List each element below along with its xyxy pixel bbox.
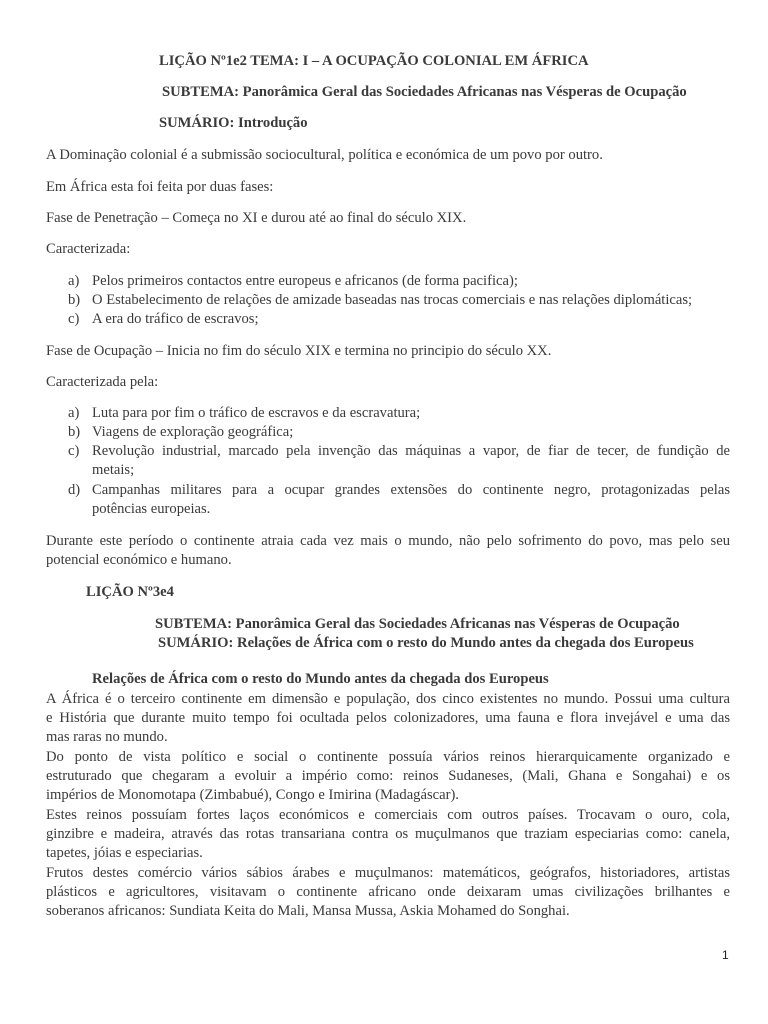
list-item: A era do tráfico de escravos;	[92, 311, 259, 327]
list-marker: a)	[68, 405, 80, 421]
list-item: Luta para por fim o tráfico de escravos e da escravatura;	[92, 405, 421, 421]
paragraph-caracterizada: Caracterizada:	[46, 241, 131, 257]
paragraph-ocupacao: Fase de Ocupação – Inicia no fim do século XIX e termina no principio do século XX.	[46, 343, 552, 359]
paragraph-fases: Em África esta foi feita por duas fases:	[46, 179, 274, 195]
paragraph-ponto-line: impérios de Monomotapa (Zimbabué), Congo e Imirina (Madagáscar).	[46, 787, 459, 803]
paragraph-reinos-line: ginzibre e madeira, através das rotas transariana contra os muçulmanos que traziam especiarias como: canela,	[46, 826, 730, 842]
list-item-line: potências europeias.	[92, 501, 211, 517]
paragraph-africa-line: A África é o terceiro continente em dimensão e população, dos cinco existentes no mundo. Possui uma cultura	[46, 691, 730, 707]
lesson-header-1: LIÇÃO Nº1e2 TEMA: I – A OCUPAÇÃO COLONIAL EM ÁFRICA	[159, 53, 589, 69]
paragraph-dominacao: A Dominação colonial é a submissão sociocultural, política e económica de um povo por outro.	[46, 147, 603, 163]
list-item-line: Revolução industrial, marcado pela invenção das máquinas a vapor, de fiar de tecer, de fundição de	[92, 443, 730, 459]
paragraph-ponto-line: estruturado que chegaram a evoluir a império como: reinos Sudaneses, (Mali, Ghana e Songahai) e os	[46, 768, 730, 784]
lesson-header-2: LIÇÃO Nº3e4	[86, 584, 174, 600]
paragraph-durante-line: potencial económico e humano.	[46, 552, 232, 568]
list-item: Viagens de exploração geográfica;	[92, 424, 294, 440]
list-marker: a)	[68, 273, 80, 289]
paragraph-reinos-line: tapetes, jóias e especiarias.	[46, 845, 203, 861]
paragraph-penetracao: Fase de Penetração – Começa no XI e durou até ao final do século XIX.	[46, 210, 467, 226]
paragraph-africa-line: mas raras no mundo.	[46, 729, 168, 745]
list-marker: b)	[68, 424, 81, 440]
sumario-2: SUMÁRIO: Relações de África com o resto do Mundo antes da chegada dos Europeus	[158, 635, 694, 651]
subtema-2: SUBTEMA: Panorâmica Geral das Sociedades Africanas nas Vésperas de Ocupação	[155, 616, 680, 632]
paragraph-africa-line: e História que durante muito tempo foi ocultada pelos colonizadores, uma fauna e flora invejável e uma das	[46, 710, 730, 726]
list-item-line: Campanhas militares para a ocupar grandes extensões do continente negro, protagonizadas pelas	[92, 482, 730, 498]
subtema-1: SUBTEMA: Panorâmica Geral das Sociedades Africanas nas Vésperas de Ocupação	[162, 84, 687, 100]
paragraph-frutos-line: Frutos destes comércio vários sábios árabes e muçulmanos: matemáticos, geógrafos, historiadores, artistas	[46, 865, 730, 881]
section-title: Relações de África com o resto do Mundo antes da chegada dos Europeus	[92, 671, 549, 687]
paragraph-caracterizada-pela: Caracterizada pela:	[46, 374, 159, 390]
list-item: Pelos primeiros contactos entre europeus e africanos (de forma pacifica);	[92, 273, 518, 289]
list-item-line: metais;	[92, 462, 135, 478]
sumario-1: SUMÁRIO: Introdução	[159, 115, 308, 131]
paragraph-reinos-line: Estes reinos possuíam fortes laços económicos e comerciais com outros países. Trocavam o ouro, cola,	[46, 807, 730, 823]
list-marker: d)	[68, 482, 81, 498]
list-marker: c)	[68, 443, 80, 459]
list-marker: c)	[68, 311, 80, 327]
paragraph-durante-line: Durante este período o continente atraia cada vez mais o mundo, não pelo sofrimento do povo, mas pelo seu	[46, 533, 730, 549]
paragraph-ponto-line: Do ponto de vista político e social o continente possuía vários reinos hierarquicamente organizado e	[46, 749, 730, 765]
list-marker: b)	[68, 292, 81, 308]
paragraph-frutos-line: soberanos africanos: Sundiata Keita do Mali, Mansa Mussa, Askia Mohamed do Songhai.	[46, 903, 570, 919]
page-number: 1	[722, 948, 729, 962]
list-item: O Estabelecimento de relações de amizade baseadas nas trocas comerciais e nas relações diplomáticas;	[92, 292, 693, 308]
paragraph-frutos-line: plásticos e agricultores, visitavam o continente africano onde deixaram umas civilizações brilhantes e	[46, 884, 730, 900]
